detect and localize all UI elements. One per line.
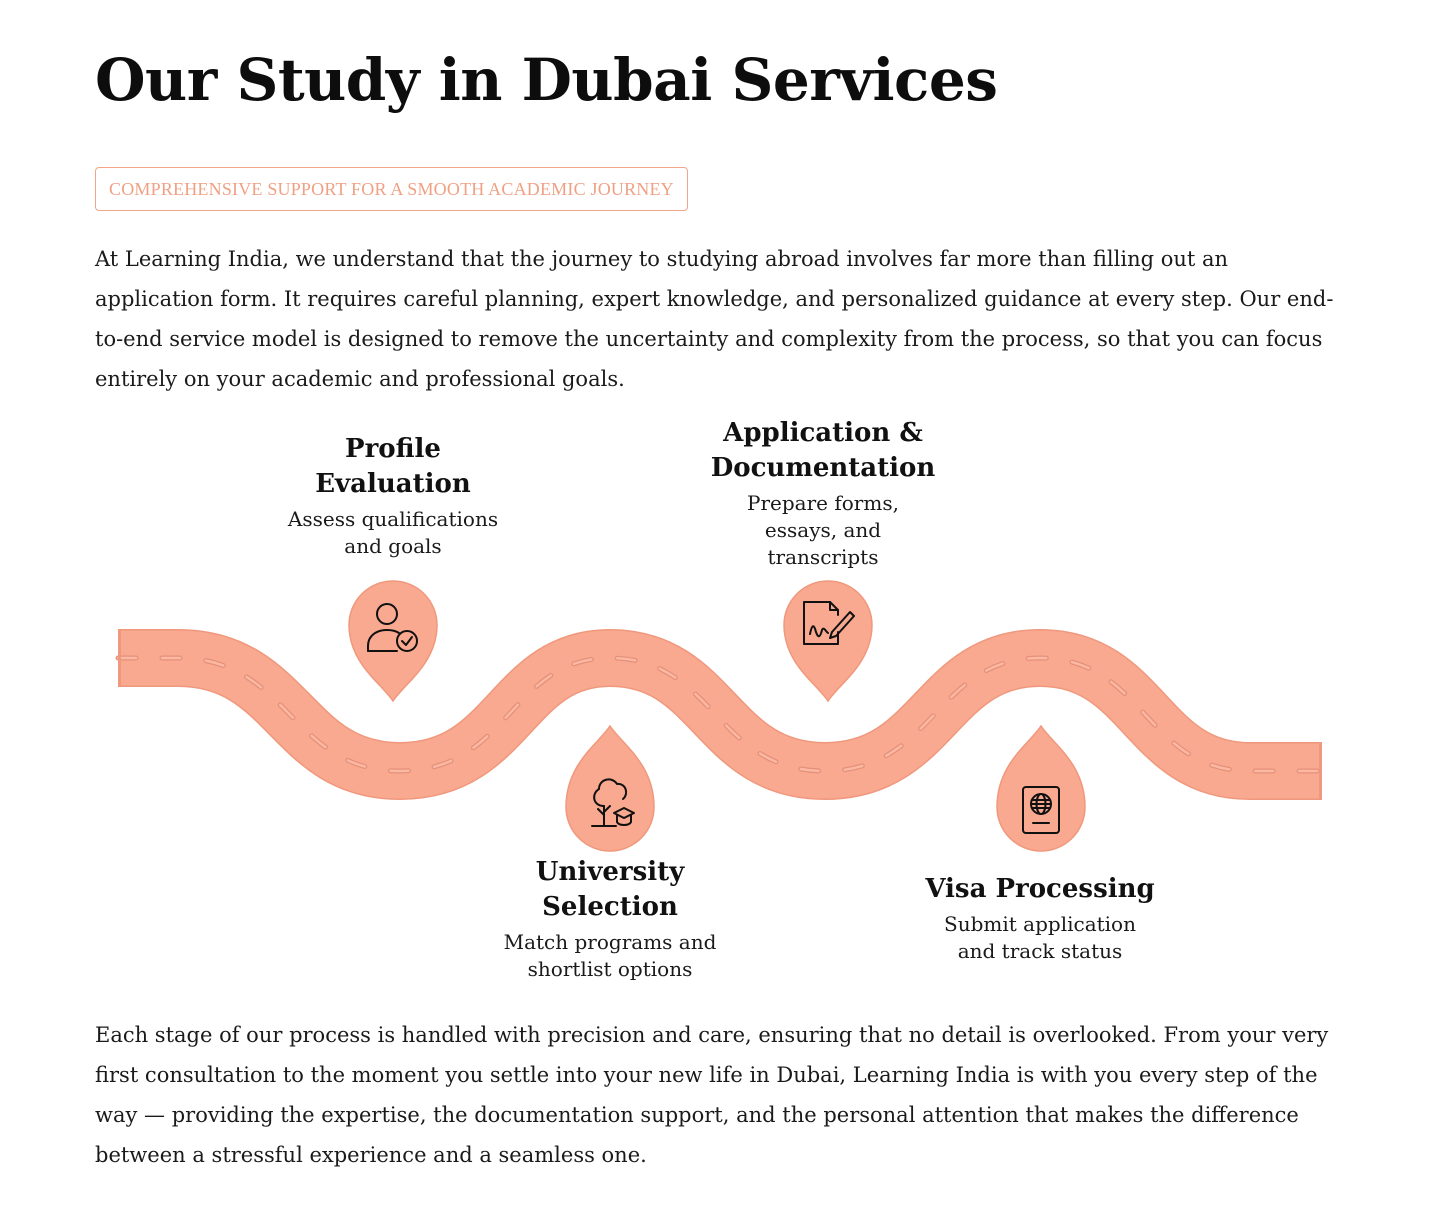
- step-description: [925, 911, 1154, 965]
- step-title-line: Visa Processing: [925, 874, 1155, 904]
- step-title-line: Selection: [542, 892, 678, 922]
- step-desc-line: and track status: [957, 939, 1123, 963]
- step-desc-line: shortlist options: [527, 957, 693, 981]
- pin-shape: [566, 726, 654, 851]
- winding-road: [118, 630, 1322, 799]
- step-desc-line: Assess qualifications: [287, 507, 499, 531]
- step-application-documentation: [711, 416, 936, 571]
- step-title-line: Documentation: [710, 453, 936, 483]
- step-title: [925, 872, 1154, 907]
- step-description: [504, 929, 717, 983]
- pin-shape: [784, 581, 872, 701]
- road-left-cap: [118, 630, 121, 686]
- step-title-line: Profile: [345, 434, 441, 464]
- step-visa-processing: [925, 872, 1154, 965]
- step-description: [711, 490, 936, 571]
- pin-university-selection: [566, 726, 654, 851]
- pin-shape: [349, 581, 437, 701]
- road-surface: [118, 658, 1322, 771]
- tagline-badge: COMPREHENSIVE SUPPORT FOR A SMOOTH ACADEMIC JOURNEY: [95, 167, 688, 211]
- step-desc-line: and goals: [344, 534, 442, 558]
- step-profile-evaluation: [288, 432, 498, 560]
- step-desc-line: Submit application: [944, 912, 1136, 936]
- step-title: [711, 416, 936, 486]
- step-desc-line: Match programs and: [503, 930, 717, 954]
- step-university-selection: [504, 855, 717, 983]
- step-title-line: Evaluation: [315, 469, 471, 499]
- step-title-line: Application &: [723, 418, 923, 448]
- step-title: [288, 432, 498, 502]
- pin-visa-processing: [997, 726, 1085, 851]
- step-description: [288, 506, 498, 560]
- step-desc-line: Prepare forms,: [747, 491, 899, 515]
- page-title: Our Study in Dubai Services: [95, 46, 998, 114]
- pin-application-documentation: [784, 581, 872, 701]
- step-title-line: University: [535, 857, 685, 887]
- pin-profile-evaluation: [349, 581, 437, 701]
- intro-paragraph: At Learning India, we understand that the journey to studying abroad involves far more than filling out an application form. It requires careful planning, expert knowledge, and personalized guidance at every step. Our end-to-end service model is designed to remove the uncertainty and complexity from the process, so that you can focus entirely on your academic and professional goals.: [95, 247, 1334, 391]
- step-title: [504, 855, 717, 925]
- closing-paragraph: Each stage of our process is handled with precision and care, ensuring that no detail is overlooked. From your very first consultation to the moment you settle into your new life in Dubai, Learning India is with you every step of the way — providing the expertise, the documentation support, and the personal attention that makes the difference between a stressful experience and a seamless one.: [95, 1023, 1329, 1167]
- road-right-cap: [1319, 743, 1322, 799]
- step-desc-line: essays, and: [764, 518, 882, 542]
- step-desc-line: transcripts: [767, 545, 879, 569]
